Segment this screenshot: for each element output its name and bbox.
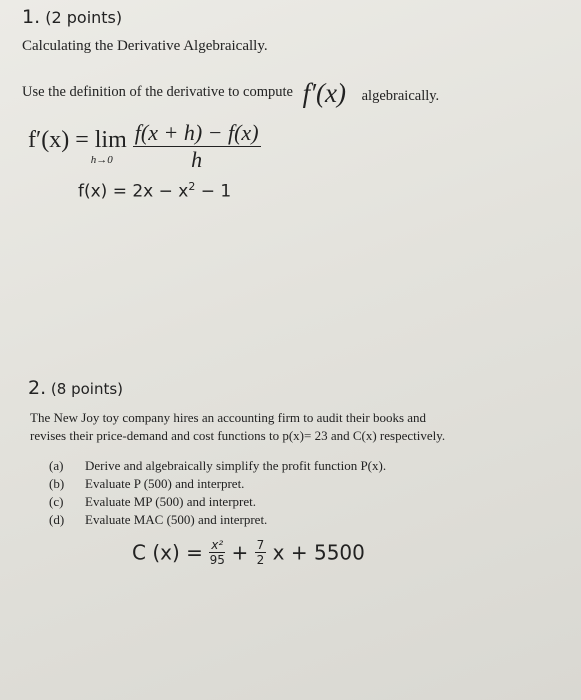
part-label: (d) (49, 512, 65, 527)
part-text: Derive and algebraically simplify the profit function P(x). (85, 458, 387, 473)
part-text: Evaluate MAC (500) and interpret. (85, 512, 268, 527)
definition-limit-sub: h→0 (90, 154, 113, 166)
part-label: (b) (49, 476, 65, 491)
function-lhs: f(x) = 2x − x (78, 181, 189, 202)
part-text: Evaluate MP (500) and interpret. (85, 494, 256, 509)
q2-header (28, 377, 123, 399)
definition-lhs: f′(x) = lim (28, 127, 127, 153)
q2-part-d (49, 512, 267, 528)
part-label: (a) (49, 458, 64, 473)
q2-part-b (49, 476, 244, 492)
q2-number: 2. (28, 377, 47, 399)
q2-part-a (49, 458, 386, 474)
cost-frac2-den: 2 (256, 553, 265, 567)
cost-lhs: C (x) = (132, 540, 210, 565)
q1-number: 1. (22, 6, 41, 28)
q1-title: Calculating the Derivative Algebraically. (22, 38, 268, 54)
q1-instruction-lead: Use the definition of the derivative to compute (22, 84, 293, 100)
function-tail: − 1 (195, 181, 232, 202)
function-exponent: 2 (188, 180, 196, 193)
q1-instruction-tail: algebraically. (361, 88, 440, 104)
cost-tail: x + 5500 (272, 540, 365, 565)
q2-intro-line2: revises their price-demand and cost functions to p(x)= 23 and C(x) respectively. (30, 428, 446, 443)
cost-frac1-den: 95 (209, 553, 225, 567)
cost-function (132, 538, 365, 567)
cost-plus: + (231, 540, 255, 565)
q2-intro-line1: The New Joy toy company hires an accounting firm to audit their books and (30, 410, 427, 425)
q1-header (22, 6, 122, 28)
definition-numerator: f(x + h) − f(x) (134, 120, 259, 145)
q1-points: (2 points) (45, 8, 123, 27)
q1-function (78, 180, 231, 202)
q1-instruction-math: f′(x) (302, 78, 346, 108)
definition-denominator: h (191, 147, 203, 172)
cost-frac2-num: 7 (256, 538, 265, 552)
cost-frac1-num: x² (211, 538, 224, 552)
q2-part-c (49, 494, 256, 510)
derivative-definition (28, 120, 261, 173)
part-text: Evaluate P (500) and interpret. (85, 476, 245, 491)
part-label: (c) (49, 494, 64, 509)
q1-instruction (22, 72, 440, 108)
q2-points: (8 points) (50, 380, 124, 398)
